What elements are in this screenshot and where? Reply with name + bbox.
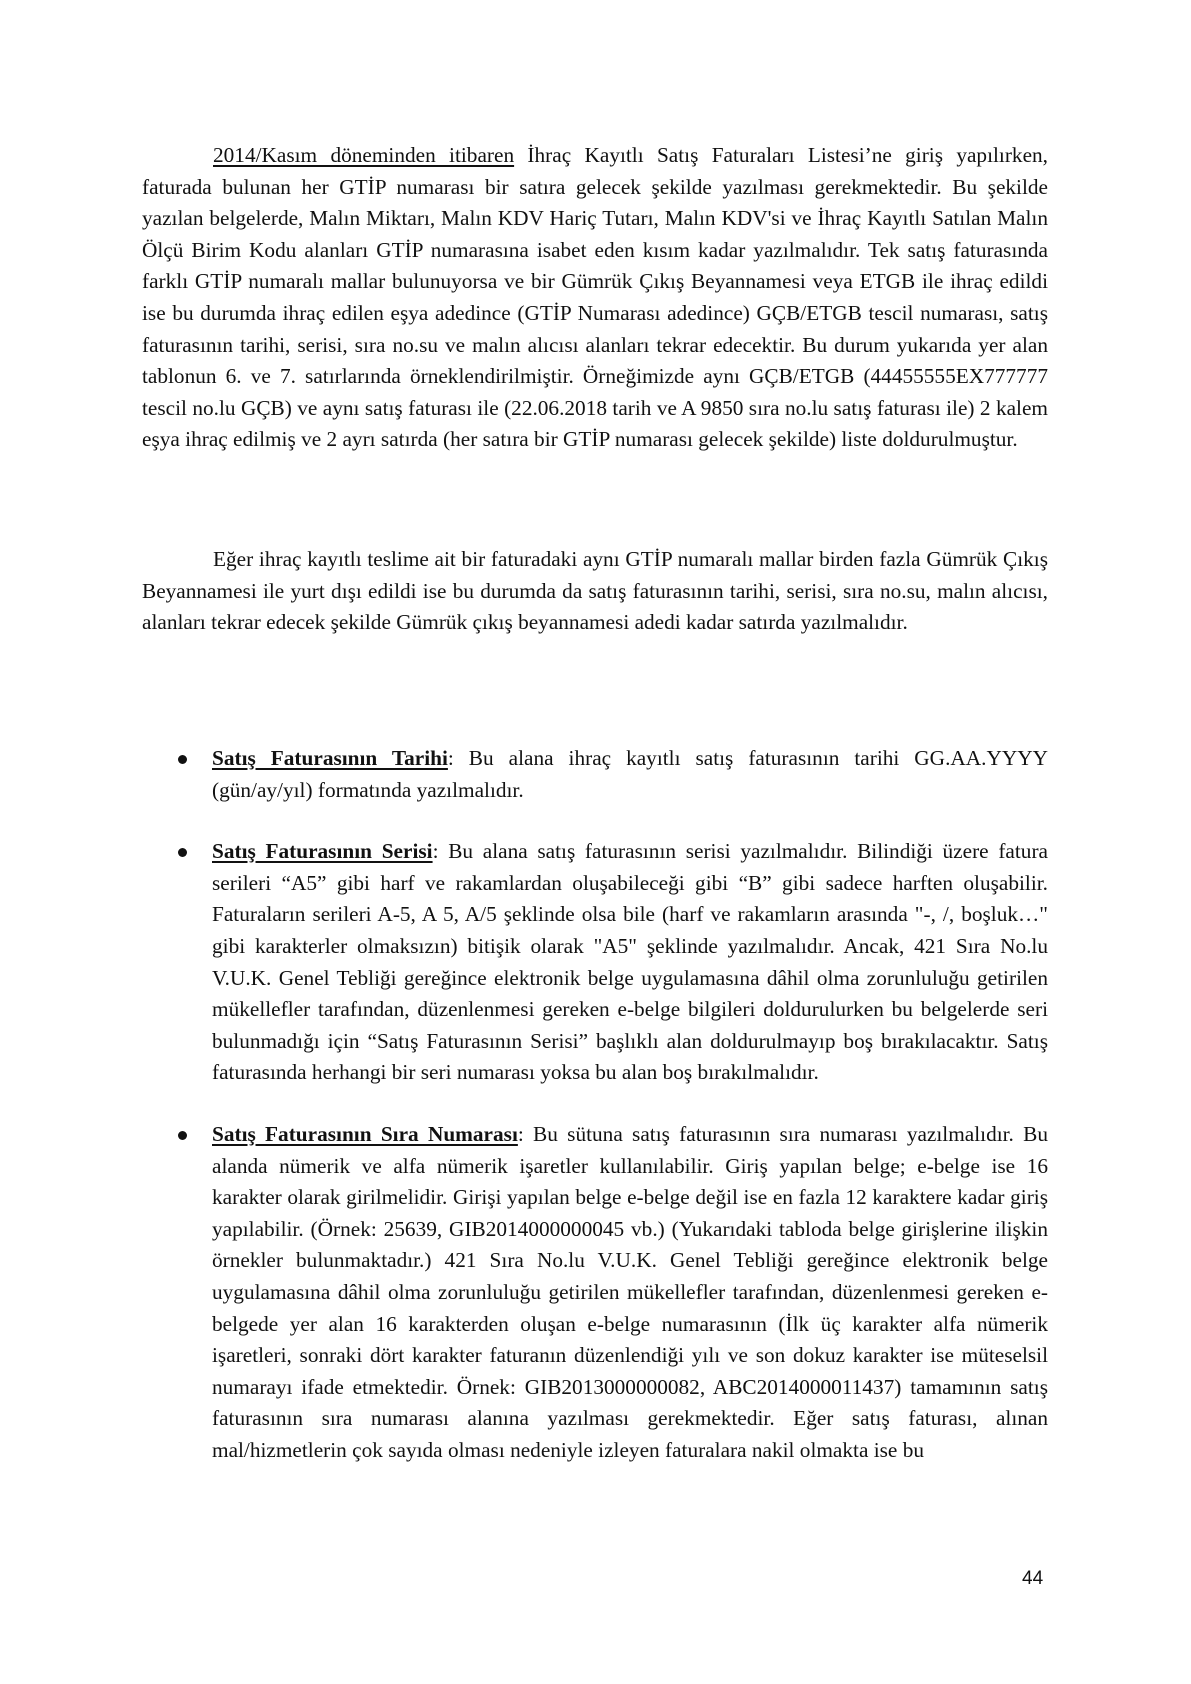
- paragraph-body: Eğer ihraç kayıtlı teslime ait bir faturadaki aynı GTİP numaralı mallar birden fazla Gümrük Çıkış Beyannamesi ile yurt dışı edildi ise bu durumda da satış faturasının tarihi, serisi, sıra no.su, malın alıcısı, alanları tekrar edecek şekilde Gümrük çıkış beyannamesi adedi kadar satırda yazılmalıdır.: [142, 547, 1048, 635]
- list-item-invoice-number: [212, 1119, 1048, 1467]
- list-item-invoice-series: [212, 836, 1048, 1089]
- field-description: : Bu sütuna satış faturasının sıra numarası yazılmalıdır. Bu alanda nümerik ve alfa nümerik işaretler kullanılabilir. Giriş yapılan belge; e-belge ise 16 karakter olarak girilmelidir. Girişi yapılan belge e-belge değil ise en fazla 12 karaktere kadar giriş yapılabilir. (Örnek: 25639, GIB2014000000045 vb.) (Yukarıdaki tabloda belge girişlerine ilişkin örnekler bulunmaktadır.) 421 Sıra No.lu V.U.K. Genel Tebliği gereğince elektronik belge uygulamasına dâhil olma zorunluluğu getirilen mükellefler tarafından, düzenlenmesi gereken e-belgede yer alan 16 karakterden oluşan e-belge numarasının (İlk üç karakter alfa nümerik işaretleri, sonraki dört karakter faturanın düzenlendiği yılı ve son dokuz karakter ise müteselsil numarayı ifade etmektedir. Örnek: GIB2013000000082, ABC2014000011437) tamamının satış faturasının sıra numarası alanına yazılması gerekmektedir. Eğer satış faturası, alınan mal/hizmetlerin çok sayıda olması nedeniyle izleyen faturalara nakil olmakta ise bu: [212, 1121, 1048, 1462]
- paragraph-multiple-declarations: [142, 544, 1048, 639]
- field-definitions-list: [212, 743, 1048, 1466]
- field-title: Satış Faturasının Sıra Numarası: [212, 1121, 518, 1146]
- paragraph-lead-underlined: 2014/Kasım döneminden itibaren: [213, 143, 515, 167]
- paragraph-gtip-rows: [142, 140, 1048, 456]
- bullet-icon: [178, 848, 187, 857]
- bullet-icon: [178, 1131, 187, 1140]
- field-description: : Bu alana ihraç kayıtlı satış faturasının tarihi GG.AA.YYYY (gün/ay/yıl) formatında yazılmalıdır.: [212, 746, 1048, 802]
- field-title: Satış Faturasının Tarihi: [212, 746, 448, 770]
- field-title: Satış Faturasının Serisi: [212, 839, 433, 864]
- paragraph-body: İhraç Kayıtlı Satış Faturaları Listesi’ne giriş yapılırken, faturada bulunan her GTİP numarası bir satıra gelecek şekilde yazılması gerekmektedir. Bu şekilde yazılan belgelerde, Malın Miktarı, Malın KDV Hariç Tutarı, Malın KDV'si ve İhraç Kayıtlı Satılan Malın Ölçü Birim Kodu alanları GTİP numarasına isabet eden kısım kadar yazılmalıdır. Tek satış faturasında farklı GTİP numaralı mallar bulunuyorsa ve bir Gümrük Çıkış Beyannamesi veya ETGB ile ihraç edildi ise bu durumda ihraç edilen eşya adedince (GTİP Numarası adedince) GÇB/ETGB tescil numarası, satış faturasının tarihi, serisi, sıra no.su ve malın alıcısı alanları tekrar edecektir. Bu durum yukarıda yer alan tablonun 6. ve 7. satırlarında örneklendirilmiştir. Örneğimizde aynı GÇB/ETGB (44455555EX777777 tescil no.lu GÇB) ve aynı satış faturası ile (22.06.2018 tarih ve A 9850 sıra no.lu satış faturası ile) 2 kalem eşya ihraç edilmiş ve 2 ayrı satırda (her satıra bir GTİP numarası gelecek şekilde) liste doldurulmuştur.: [142, 143, 1048, 452]
- list-item-invoice-date: [212, 743, 1048, 806]
- field-description: : Bu alana satış faturasının serisi yazılmalıdır. Bilindiği üzere fatura serileri “A5” gibi harf ve rakamlardan oluşabileceği gibi “B” gibi sadece harften oluşabilir. Faturaların serileri A-5, A 5, A/5 şeklinde olsa bile (harf ve rakamların arasında "-, /, boşluk…" gibi karakterler olmaksızın) bitişik olarak "A5" şeklinde yazılmalıdır. Ancak, 421 Sıra No.lu V.U.K. Genel Tebliği gereğince elektronik belge uygulamasına dâhil olma zorunluluğu getirilen mükellefler tarafından, düzenlenmesi gereken e-belge bilgileri doldurulurken bu belgelerde seri bulunmadığı için “Satış Faturasının Serisi” başlıklı alan doldurulmayıp boş bırakılacaktır. Satış faturasında herhangi bir seri numarası yoksa bu alan boş bırakılmalıdır.: [212, 839, 1048, 1085]
- page-number: 44: [1022, 1568, 1044, 1589]
- bullet-icon: [178, 755, 187, 764]
